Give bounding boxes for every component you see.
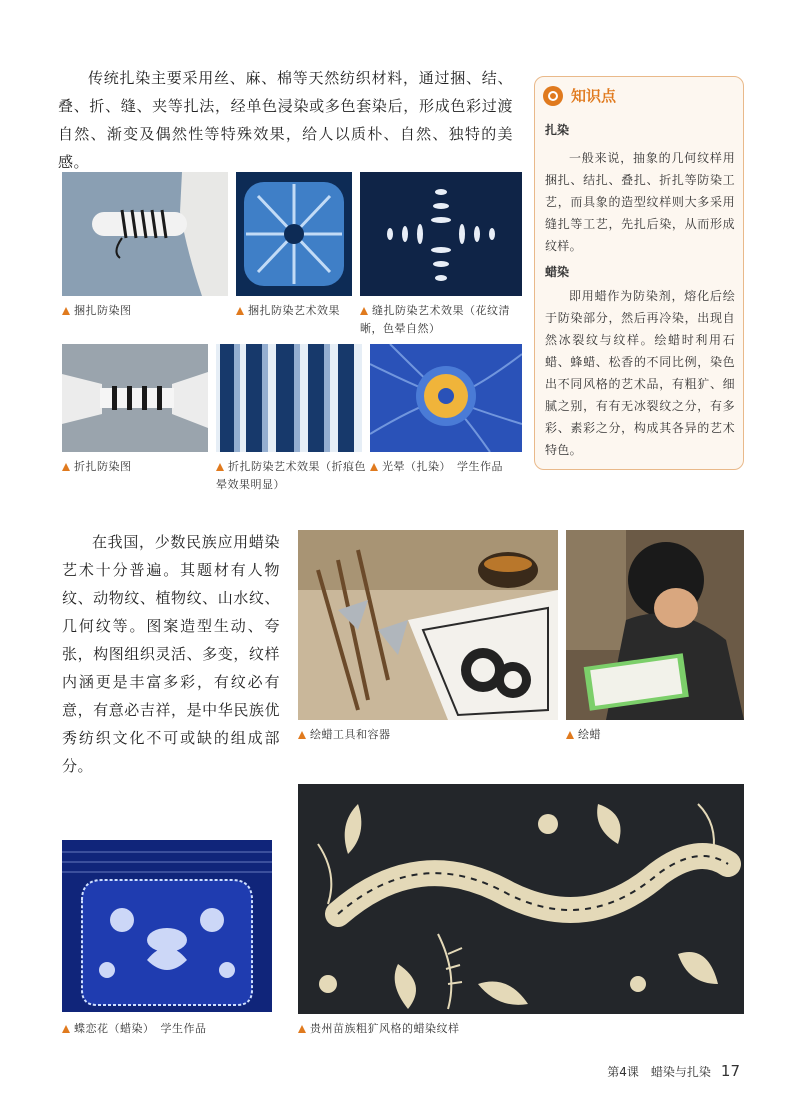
triangle-marker-icon [298,1025,306,1033]
knowledge-header [543,85,616,106]
caption-fold-effect: 折扎防染艺术效果（折痕色晕效果明显） [216,460,366,491]
triangle-marker-icon [360,307,368,315]
page-number: 17 [720,1062,740,1080]
knowledge-title: 知识点 [571,87,617,105]
butterfly-photo [62,840,272,1012]
tie-dye-text: 一般来说，抽象的几何纹样用捆扎、结扎、叠扎、折扎等防染工艺，而具象的造型纹样则大多采用缝扎等工艺，先扎后染，从而形成纹样。 [545,151,735,253]
caption-wax-tools: 绘蜡工具和容器 [298,726,391,744]
caption-halo: 光晕（扎染） 学生作品 [370,458,522,476]
triangle-marker-icon [62,1025,70,1033]
caption-bind-diagram: 捆扎防染图 [62,302,132,320]
triangle-marker-icon [236,307,244,315]
triangle-marker-icon [216,463,224,471]
target-icon [543,86,563,106]
triangle-marker-icon [62,463,70,471]
caption-sew-effect: 缝扎防染艺术效果（花纹清晰，色晕自然） [360,304,510,335]
triangle-marker-icon [62,307,70,315]
caption-guizhou: 贵州苗族粗犷风格的蜡染纹样 [298,1020,460,1038]
caption-wax-drawing: 绘蜡 [566,726,601,744]
batik-heading: 蜡染 [545,265,570,279]
intro-paragraph: 传统扎染主要采用丝、麻、棉等天然纺织材料，通过捆、结、叠、折、缝、夹等扎法，经单色浸染或多色套染后，形成色彩过渡自然、渐变及偶然性等特殊效果，给人以质朴、自然、独特的美感。 [58,69,513,171]
wax-drawing-photo [566,530,744,720]
triangle-marker-icon [566,731,574,739]
bind-effect-photo [236,172,352,296]
wax-paragraph: 在我国，少数民族应用蜡染艺术十分普遍。其题材有人物纹、动物纹、植物纹、山水纹、几何纹等。图案造型生动、夸张，构图组织灵活、多变，纹样内涵更是丰富多彩，有纹必有意，有意必吉祥，是中华民族优秀纺织文化不可或缺的组成部分。 [62,533,280,775]
page-footer [607,1062,740,1080]
halo-photo [370,344,522,452]
lesson-title: 第4课 蜡染与扎染 [607,1065,711,1079]
guizhou-photo [298,784,744,1014]
sew-effect-photo [360,172,522,296]
batik-text: 即用蜡作为防染剂，熔化后绘于防染部分，然后再冷染，出现自然冰裂纹与纹样。绘蜡时利用石蜡、蜂蜡、松香的不同比例，染色出不同风格的艺术品，有粗犷、细腻之别，有有无冰裂纹之分，有多彩、素彩之分，构成其各异的艺术特色。 [545,289,735,457]
wax-tools-photo [298,530,558,720]
bind-diagram-photo [62,172,228,296]
tie-dye-heading: 扎染 [545,123,570,137]
triangle-marker-icon [298,731,306,739]
fold-diagram-photo [62,344,208,452]
caption-fold-diagram: 折扎防染图 [62,458,132,476]
knowledge-box [534,76,744,470]
triangle-marker-icon [370,463,378,471]
caption-bind-effect: 捆扎防染艺术效果 [236,302,340,320]
caption-butterfly: 蝶恋花（蜡染） 学生作品 [62,1020,207,1038]
fold-effect-photo [216,344,362,452]
